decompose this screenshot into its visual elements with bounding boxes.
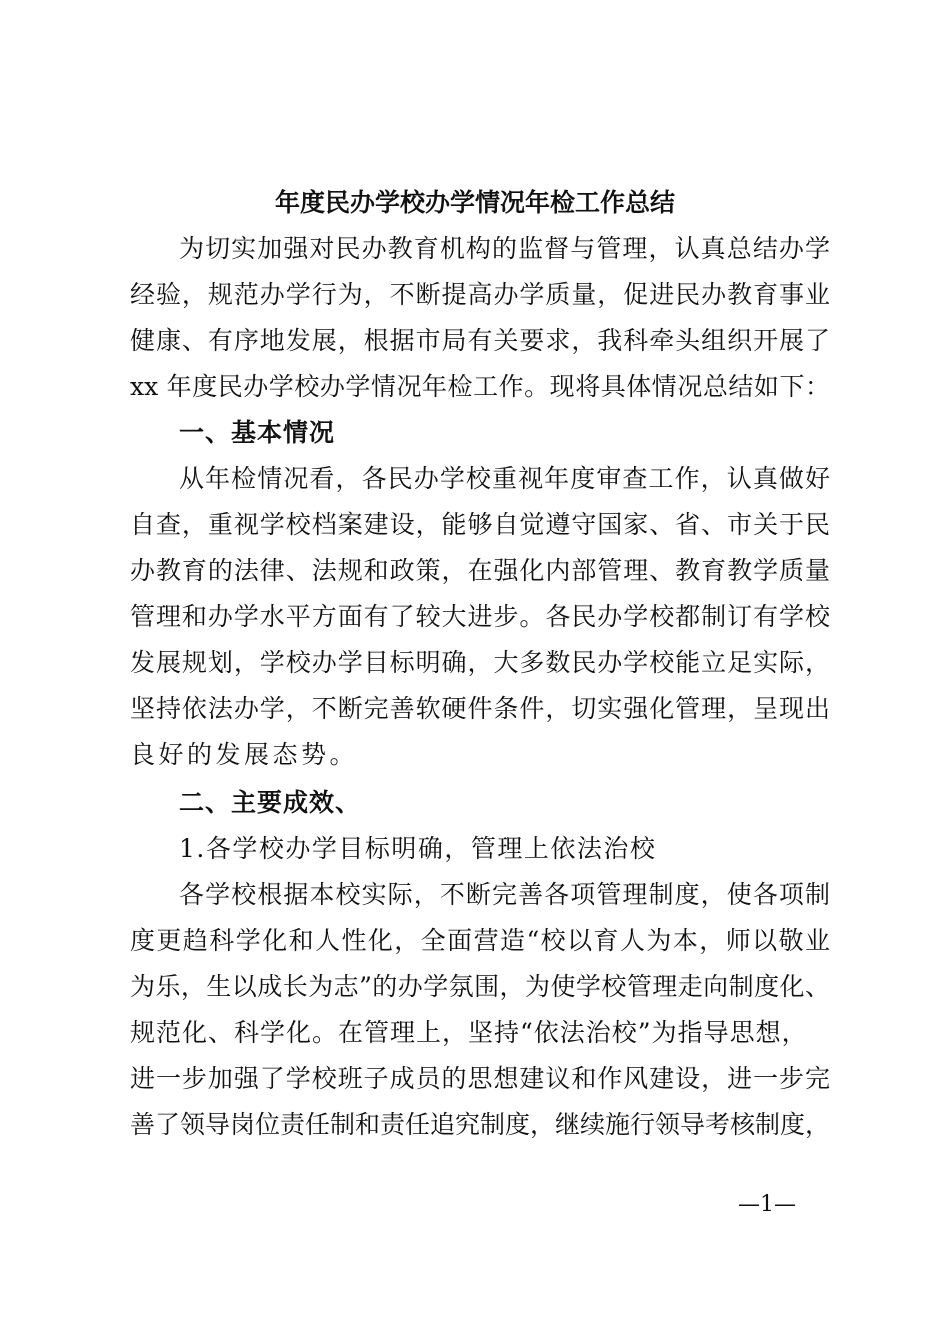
section1-line-1: 从年检情况看，各民办学校重视年度审查工作，认真做好: [179, 464, 830, 493]
section1-heading: 一、基本情况: [179, 418, 336, 447]
section2-line-4: 规范化、科学化。在管理上，坚持“依法治校”为指导思想，: [130, 1018, 808, 1047]
intro-line-1: 为切实加强对民办教育机构的监督与管理，认真总结办学: [179, 234, 830, 263]
section1-line-3: 办教育的法律、法规和政策，在强化内部管理、教育教学质量: [130, 556, 830, 585]
section1-line-2: 自查，重视学校档案建设，能够自觉遵守国家、省、市关于民: [130, 510, 830, 539]
section1-line-4: 管理和办学水平方面有了较大进步。各民办学校都制订有学校: [130, 602, 830, 631]
intro-line-4: xx 年度民办学校办学情况年检工作。现将具体情况总结如下：: [130, 372, 830, 401]
intro-line-2: 经验，规范办学行为，不断提高办学质量，促进民办教育事业: [130, 280, 830, 309]
section2-line-1: 各学校根据本校实际，不断完善各项管理制度，使各项制: [179, 880, 830, 909]
section2-line-5: 进一步加强了学校班子成员的思想建议和作风建设，进一步完: [130, 1064, 830, 1093]
page-number: —1—: [738, 1192, 796, 1217]
section1-line-6: 坚持依法办学，不断完善软硬件条件，切实强化管理，呈现出: [130, 694, 830, 723]
section2-subheading: 1.各学校办学目标明确，管理上依法治校: [179, 834, 657, 863]
section2-line-3: 为乐，生以成长为志”的办学氛围，为使学校管理走向制度化、: [130, 972, 830, 1001]
section2-line-6: 善了领导岗位责任制和责任追究制度，继续施行领导考核制度，: [130, 1110, 831, 1139]
intro-line-3: 健康、有序地发展，根据市局有关要求，我科牵头组织开展了: [130, 326, 830, 355]
section2-heading: 二、主要成效、: [179, 788, 362, 817]
section1-line-5: 发展规划，学校办学目标明确，大多数民办学校能立足实际，: [130, 648, 830, 677]
section2-line-2: 度更趋科学化和人性化，全面营造“校以育人为本，师以敬业: [130, 926, 830, 955]
section1-line-7: 良好的发展态势。: [130, 740, 359, 769]
document-title: 年度民办学校办学情况年检工作总结: [274, 188, 675, 217]
